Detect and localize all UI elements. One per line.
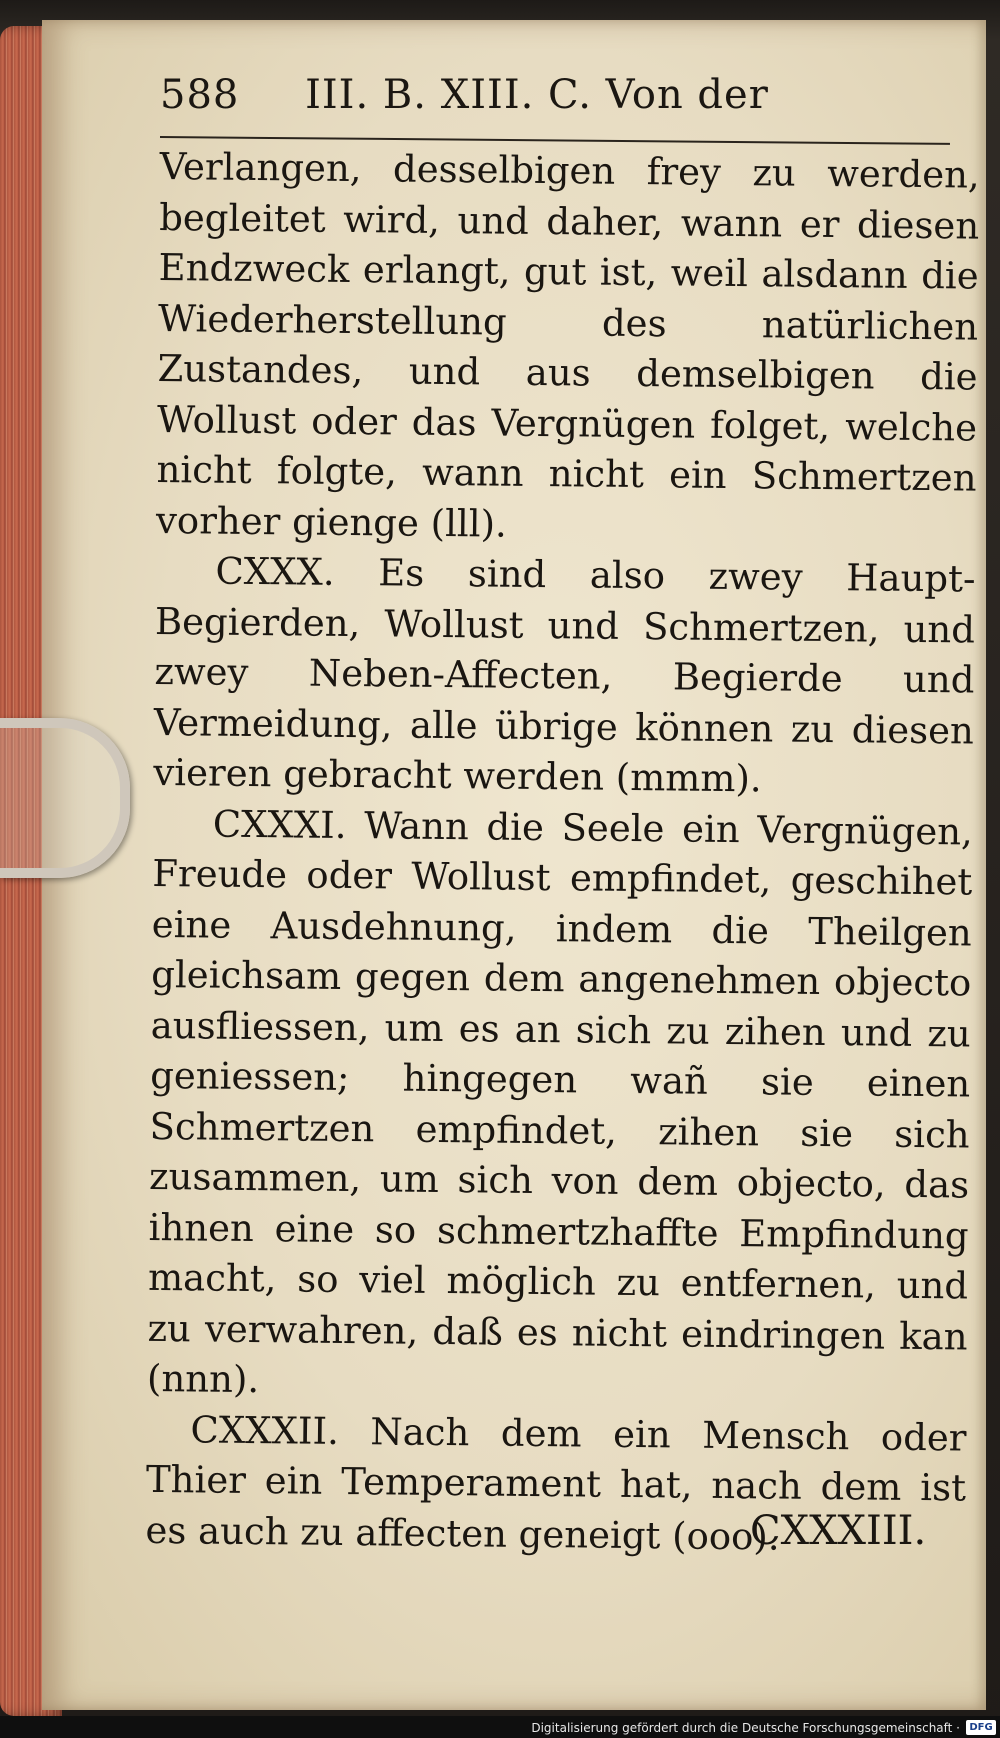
paragraph-cxxxii: CXXXII. Nach dem ein Mensch oder Thier ein Temperament hat, nach dem ist es auch zu affecten geneigt (ooo). [145,1407,967,1559]
funding-credit: Digitalisierung gefördert durch die Deutsche Forschungsgemeinschaft · [531,1721,960,1735]
dfg-logo: DFG [966,1720,996,1735]
page-number: 588 [160,72,240,118]
paragraph-continuation: Verlangen, desselbigen frey zu werden, begleitet wird, und daher, wann er diesen Endzweck erlangt, gut ist, weil alsdann die Wiederherstellung des natürlichen Zustandes, und aus demselbigen die Wollust oder das Vergnügen folget, welche nicht folgte, wann nicht ein Schmertzen vorher gienge (lll). [155,144,980,546]
page-header [160,72,960,132]
book-clasp [0,718,130,878]
footer-bar [0,1716,1000,1738]
body-text [145,142,980,1565]
paragraph-cxxx: CXXX. Es sind also zwey Haupt-Begierden, Wollust und Schmertzen, und zwey Neben-Affecten, Begierde und Vermeidung, alle übrige können zu diesen vieren gebracht werden (mmm). [153,549,976,801]
catchword: CXXXIII. [750,1508,927,1554]
running-title: III. B. XIII. C. Von der [305,72,769,118]
paragraph-cxxxi: CXXXI. Wann die Seele ein Vergnügen, Freude oder Wollust empfindet, geschihet eine Ausdehnung, indem die Theilgen gleichsam gegen dem angenehmen objecto ausfliessen, um es an sich zu zihen und zu geniessen; hingegen wañ sie einen Schmertzen empfindet, zihen sie sich zusammen, um sich von dem objecto, das ihnen eine so schmertzhaffte Empfindung macht, so viel möglich zu entfernen, und zu verwahren, daß es nicht eindringen kan (nnn). [146,802,974,1402]
